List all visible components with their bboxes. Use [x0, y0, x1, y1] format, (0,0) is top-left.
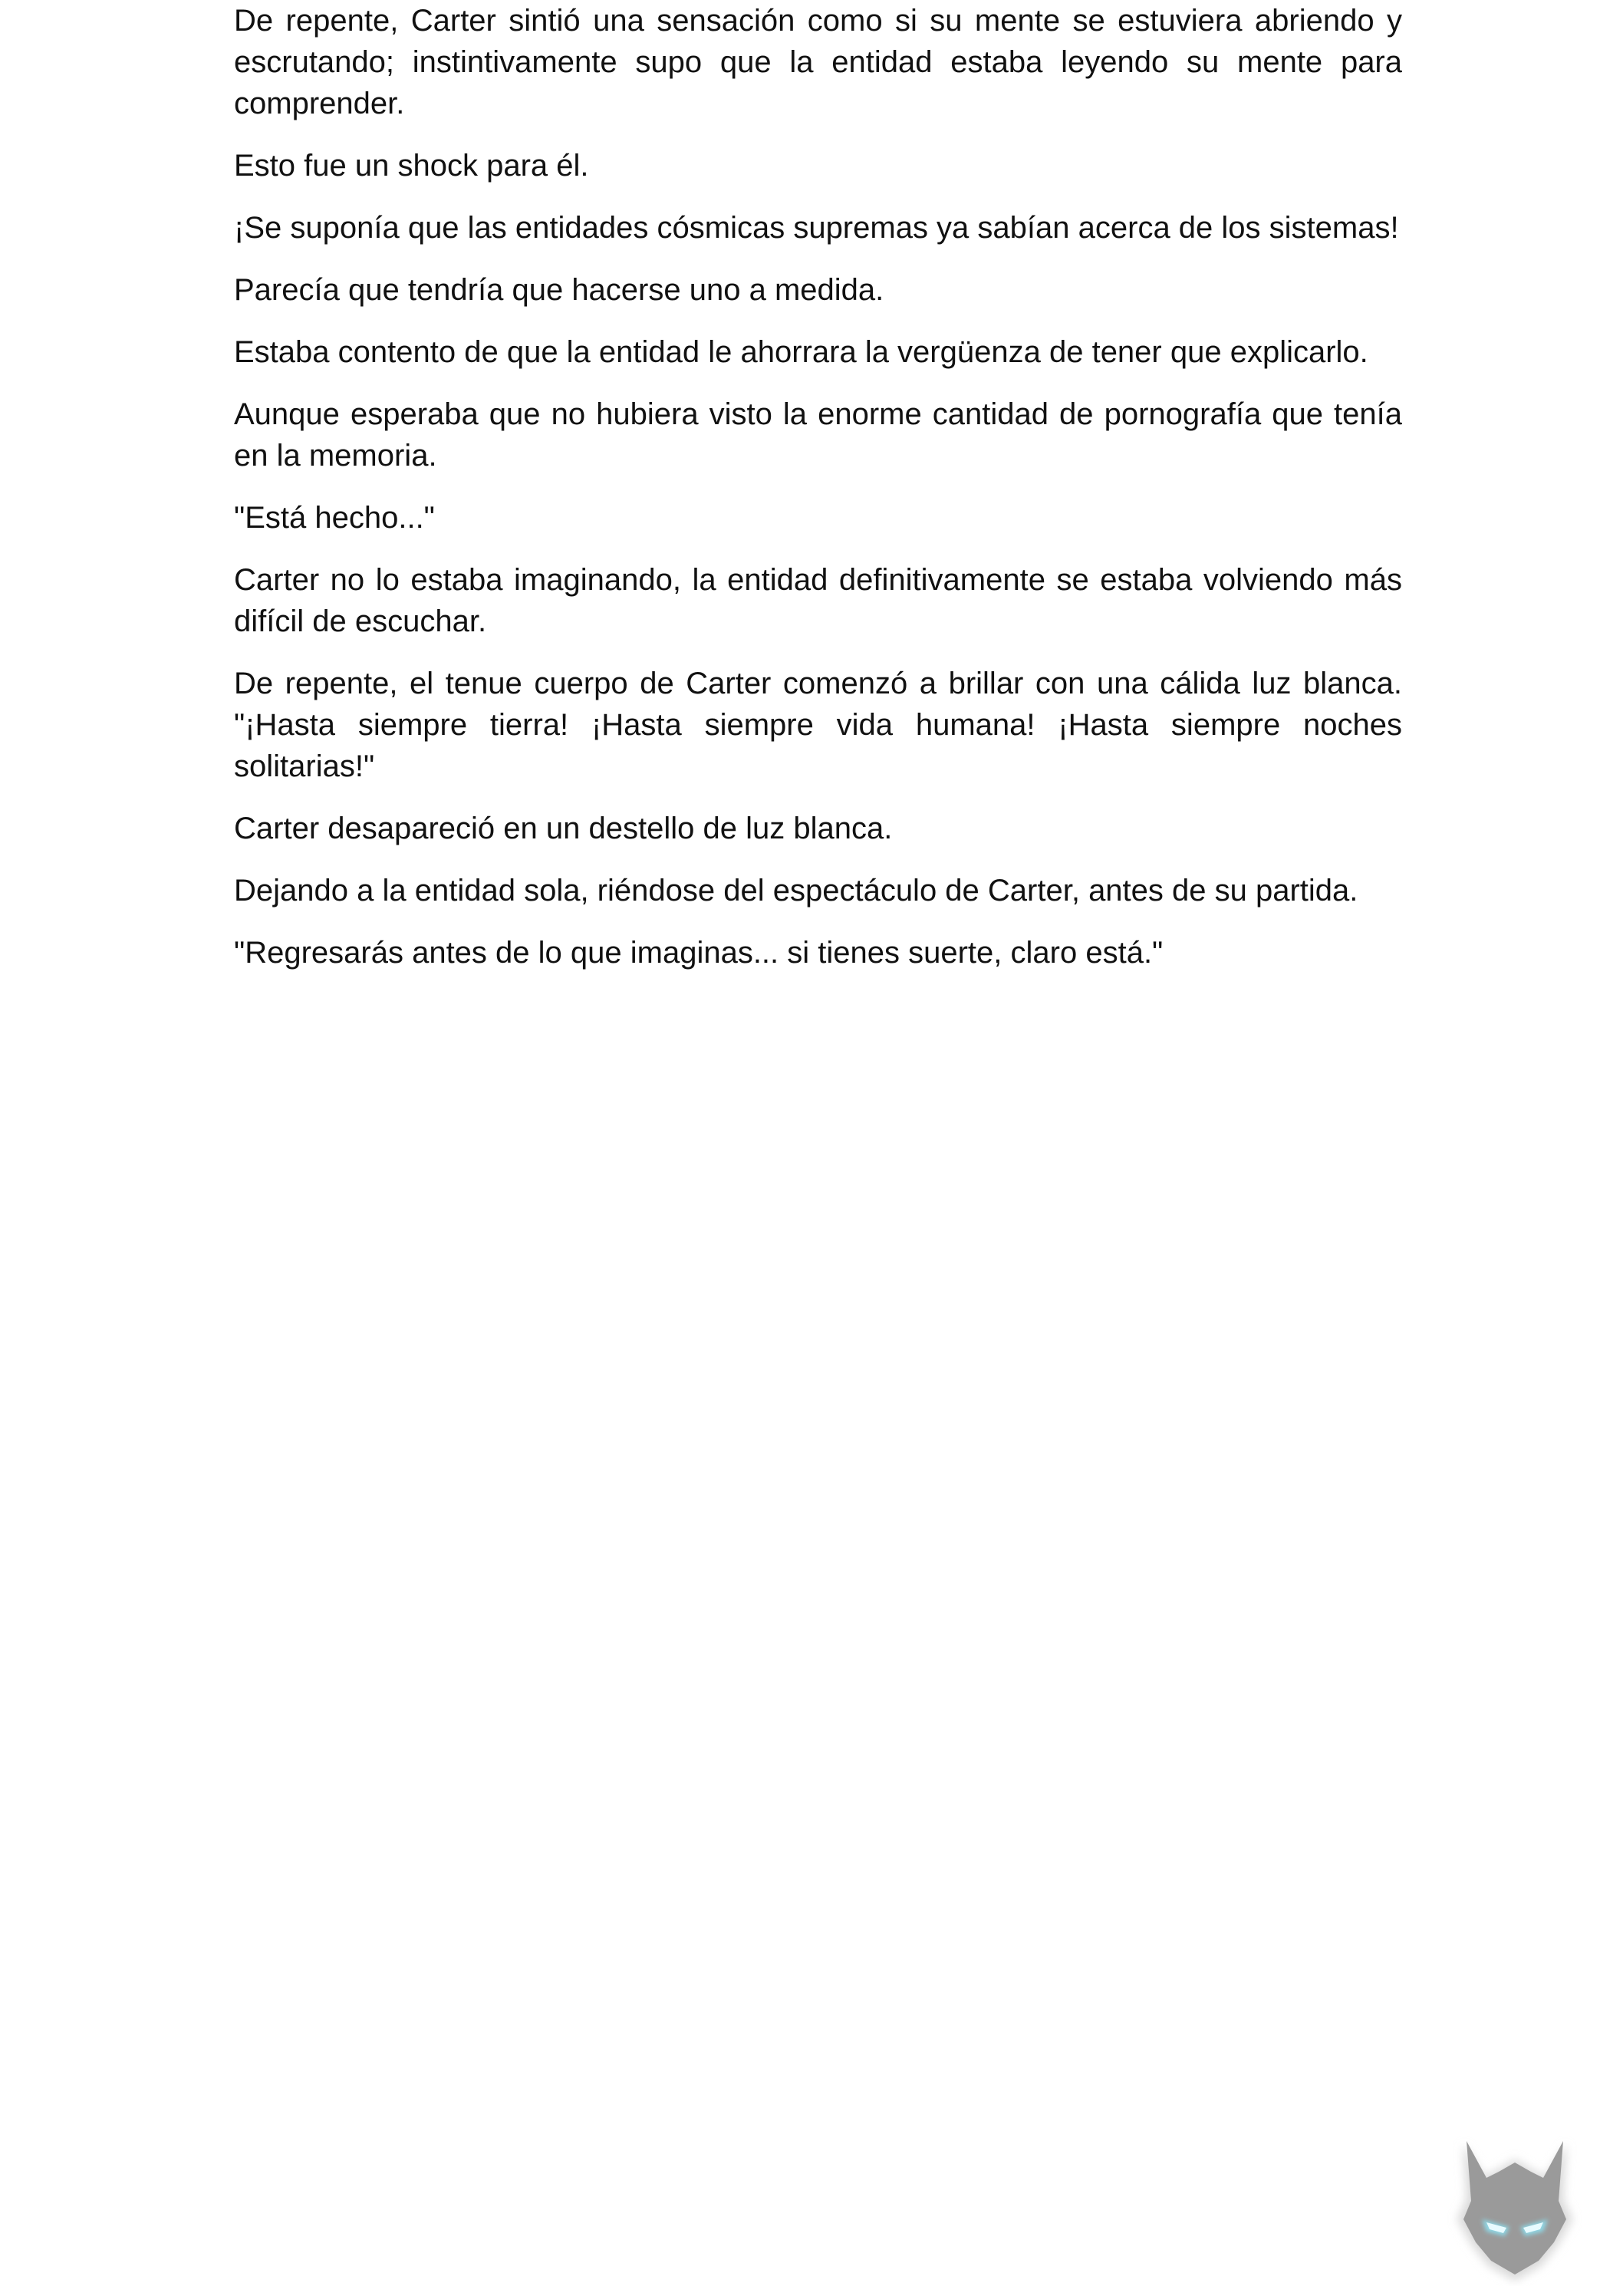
- paragraph-12: "Regresarás antes de lo que imaginas... si tienes suerte, claro está.": [234, 936, 1164, 970]
- paragraph-1: De repente, Carter sintió una sensación como si su mente se estuviera abriendo y escrutando; instintivamente supo que la entidad estaba leyendo su mente para comprender.: [234, 4, 1402, 120]
- demon-head-logo-icon: [1442, 2129, 1588, 2286]
- paragraph-7: "Está hecho...": [234, 501, 435, 535]
- paragraph-2: Esto fue un shock para él.: [234, 149, 589, 183]
- paragraph-9: De repente, el tenue cuerpo de Carter comenzó a brillar con una cálida luz blanca. "¡Hasta siempre tierra! ¡Hasta siempre vida humana! ¡Hasta siempre noches solitarias!": [234, 667, 1402, 783]
- paragraph-11: Dejando a la entidad sola, riéndose del espectáculo de Carter, antes de su partida.: [234, 874, 1358, 908]
- paragraph-5: Estaba contento de que la entidad le ahorrara la vergüenza de tener que explicarlo.: [234, 335, 1368, 369]
- paragraph-4: Parecía que tendría que hacerse uno a medida.: [234, 273, 884, 307]
- paragraph-8: Carter no lo estaba imaginando, la entidad definitivamente se estaba volviendo más difícil de escuchar.: [234, 563, 1402, 638]
- document-body: [234, 0, 1402, 994]
- paragraph-10: Carter desapareció en un destello de luz blanca.: [234, 812, 893, 845]
- paragraph-6: Aunque esperaba que no hubiera visto la enorme cantidad de pornografía que tenía en la memoria.: [234, 397, 1402, 473]
- paragraph-3: ¡Se suponía que las entidades cósmicas supremas ya sabían acerca de los sistemas!: [234, 211, 1399, 245]
